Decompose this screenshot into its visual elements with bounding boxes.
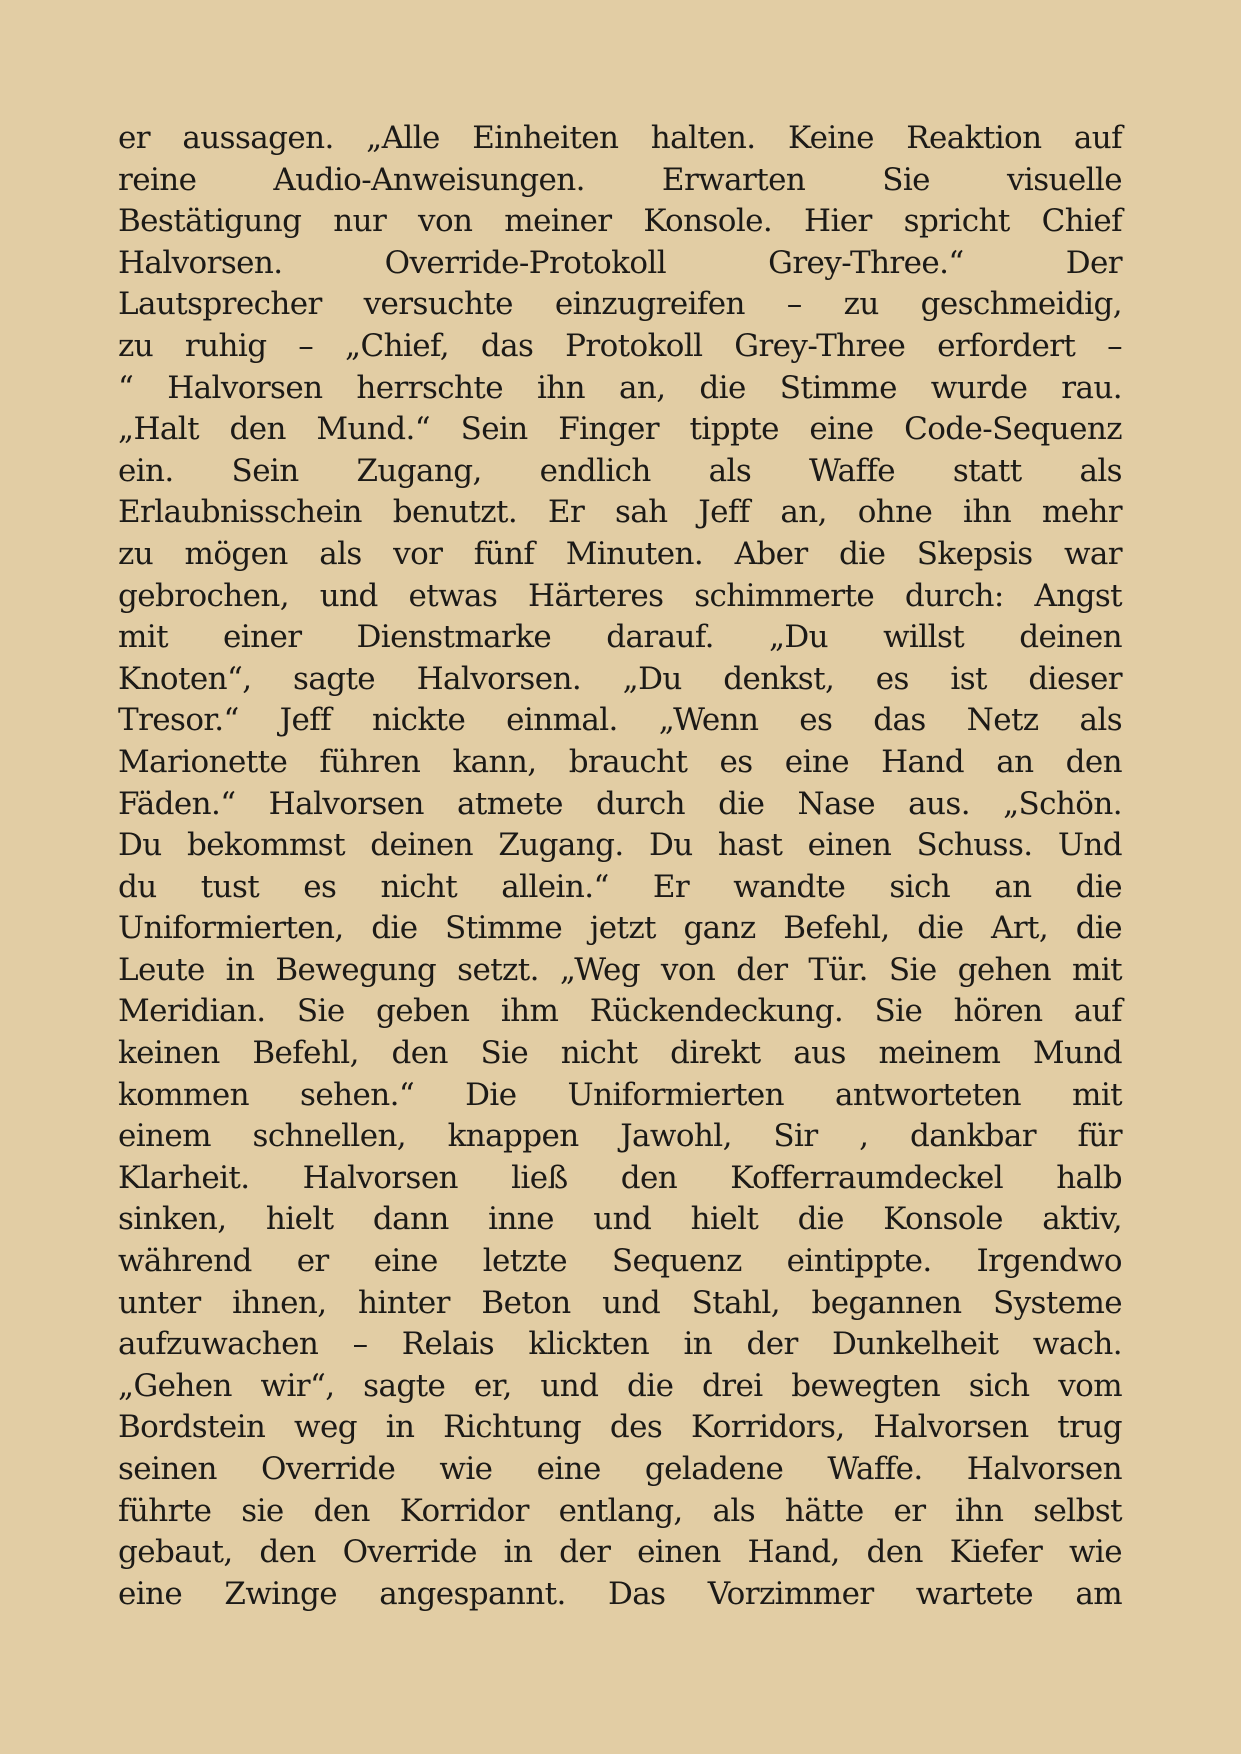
text-line: Lautsprecher versuchte einzugreifen – zu geschmeidig, (118, 286, 1122, 323)
text-line: „Gehen wir“, sagte er, und die drei bewegten sich vom (118, 1367, 1122, 1404)
text-line: Tresor.“ Jeff nickte einmal. „Wenn es das Netz als (118, 702, 1122, 739)
text-line: einem schnellen, knappen Jawohl, Sir , dankbar für (118, 1118, 1122, 1155)
text-page (118, 118, 1122, 1615)
text-line: gebrochen, und etwas Härteres schimmerte durch: Angst (118, 577, 1122, 614)
text-line: sinken, hielt dann inne und hielt die Konsole aktiv, (118, 1201, 1122, 1238)
text-line: „Halt den Mund.“ Sein Finger tippte eine Code-Sequenz (118, 411, 1122, 448)
text-line: während er eine letzte Sequenz eintippte. Irgendwo (118, 1243, 1122, 1280)
text-line: Uniformierten, die Stimme jetzt ganz Befehl, die Art, die (118, 910, 1122, 947)
text-line: kommen sehen.“ Die Uniformierten antworteten mit (118, 1076, 1122, 1113)
text-line: aufzuwachen – Relais klickten in der Dunkelheit wach. (118, 1326, 1122, 1363)
text-line: du tust es nicht allein.“ Er wandte sich an die (118, 868, 1122, 905)
text-line: unter ihnen, hinter Beton und Stahl, begannen Systeme (118, 1284, 1122, 1321)
text-line: gebaut, den Override in der einen Hand, den Kiefer wie (118, 1534, 1122, 1571)
text-line: keinen Befehl, den Sie nicht direkt aus meinem Mund (118, 1035, 1122, 1072)
text-line: Du bekommst deinen Zugang. Du hast einen Schuss. Und (118, 827, 1122, 864)
text-line: Bestätigung nur von meiner Konsole. Hier spricht Chief (118, 203, 1122, 240)
text-line: Fäden.“ Halvorsen atmete durch die Nase aus. „Schön. (118, 785, 1122, 822)
text-line: reine Audio-Anweisungen. Erwarten Sie visuelle (118, 161, 1122, 198)
text-line: eine Zwinge angespannt. Das Vorzimmer wartete am (118, 1575, 1122, 1612)
text-line: zu mögen als vor fünf Minuten. Aber die Skepsis war (118, 535, 1122, 572)
text-line: Erlaubnisschein benutzt. Er sah Jeff an, ohne ihn mehr (118, 494, 1122, 531)
text-line: ein. Sein Zugang, endlich als Waffe statt als (118, 452, 1122, 489)
text-line: Bordstein weg in Richtung des Korridors, Halvorsen trug (118, 1409, 1122, 1446)
text-line: Marionette führen kann, braucht es eine Hand an den (118, 743, 1122, 780)
text-line: führte sie den Korridor entlang, als hätte er ihn selbst (118, 1492, 1122, 1529)
text-line: er aussagen. „Alle Einheiten halten. Keine Reaktion auf (118, 120, 1122, 156)
text-line: mit einer Dienstmarke darauf. „Du willst deinen (118, 619, 1122, 656)
text-line: “ Halvorsen herrschte ihn an, die Stimme wurde rau. (118, 369, 1122, 406)
text-line: Knoten“, sagte Halvorsen. „Du denkst, es ist dieser (118, 660, 1122, 697)
text-line: seinen Override wie eine geladene Waffe. Halvorsen (118, 1451, 1122, 1487)
text-line: Leute in Bewegung setzt. „Weg von der Tür. Sie gehen mit (118, 951, 1122, 988)
text-line: zu ruhig – „Chief, das Protokoll Grey-Three erfordert – (118, 327, 1122, 364)
text-line: Meridian. Sie geben ihm Rückendeckung. Sie hören auf (118, 993, 1122, 1030)
text-line: Klarheit. Halvorsen ließ den Kofferraumdeckel halb (118, 1159, 1122, 1196)
text-line: Halvorsen. Override-Protokoll Grey-Three.“ Der (118, 244, 1122, 281)
